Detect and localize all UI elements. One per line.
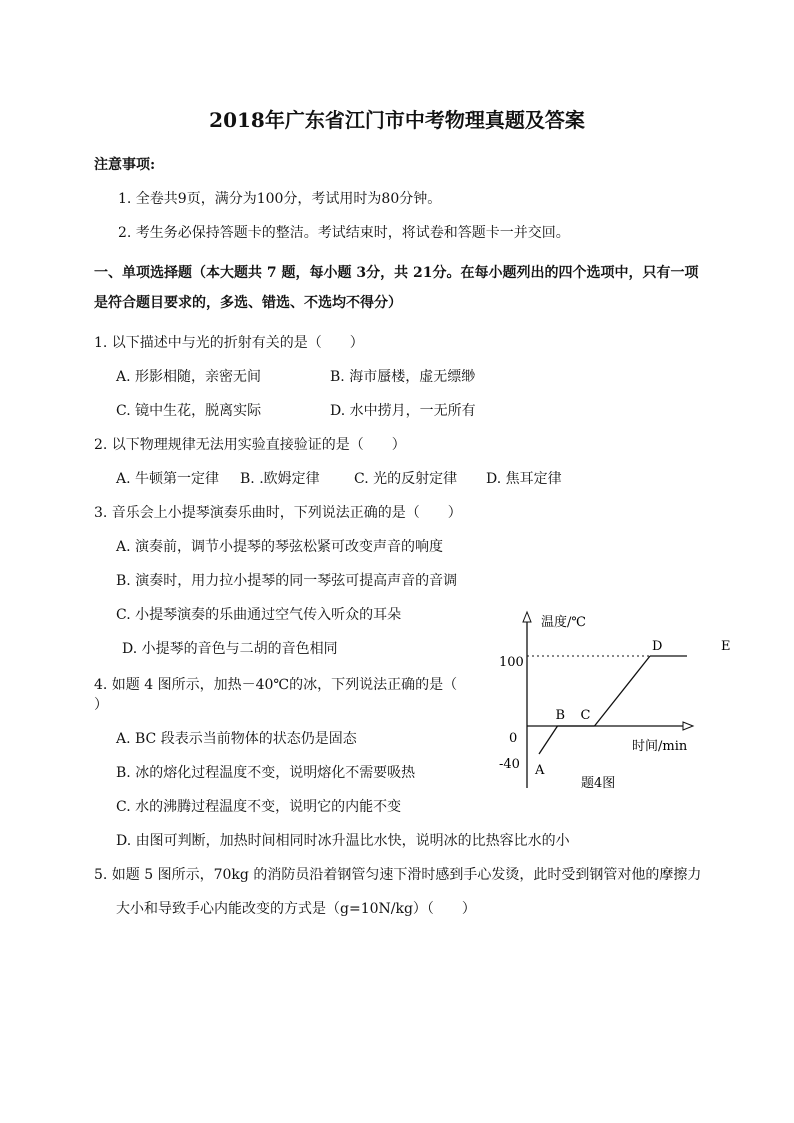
question-2-option-a: A. 牛顿第一定律 [116, 471, 220, 487]
figure-4-graph [495, 608, 731, 798]
question-5-stem-line1: 5. 如题 5 图所示，70kg 的消防员沿着钢管匀速下滑时感到手心发烫，此时受到钢管对他的摩擦力 [94, 867, 702, 883]
question-1-option-a: A. 形影相随，亲密无间 [116, 369, 262, 385]
question-3-option-b: B. 演奏时，用力拉小提琴的同一琴弦可提高声音的音调 [116, 573, 458, 589]
point-label-a: A [535, 763, 545, 778]
notice-item-1: 1. 全卷共9页，满分为100分，考试用时为80分钟。 [118, 191, 442, 207]
question-4-option-d: D. 由图可判断，加热时间相同时冰升温比水快，说明冰的比热容比水的小 [116, 833, 570, 849]
question-2-option-c: C. 光的反射定律 [354, 471, 458, 487]
question-2-stem: 2. 以下物理规律无法用实验直接验证的是（ ） [94, 437, 406, 453]
y-tick-0: 0 [509, 731, 518, 746]
question-3-stem: 3. 音乐会上小提琴演奏乐曲时，下列说法正确的是（ ） [94, 505, 462, 521]
question-2-option-b: B. .欧姆定律 [240, 471, 320, 487]
question-4-option-c: C. 水的沸腾过程温度不变，说明它的内能不变 [116, 799, 402, 815]
question-1-stem: 1. 以下描述中与光的折射有关的是（ ） [94, 335, 364, 351]
temperature-time-chart [495, 608, 731, 798]
question-2-option-d: D. 焦耳定律 [486, 471, 562, 487]
segment-CD [595, 656, 651, 726]
point-label-e: E [721, 639, 731, 654]
question-4-stem-line1: 4. 如题 4 图所示，加热－40℃的冰，下列说法正确的是（ [94, 677, 458, 693]
y-tick-100: 100 [499, 655, 524, 670]
section-1-heading-line2: 是符合题目要求的，多选、错选、不选均不得分） [94, 295, 402, 311]
question-3-option-a: A. 演奏前，调节小提琴的琴弦松紧可改变声音的响度 [116, 539, 444, 555]
notice-item-2: 2. 考生务必保持答题卡的整洁。考试结束时，将试卷和答题卡一并交回。 [118, 225, 570, 241]
section-1-heading-line1: 一、单项选择题（本大题共 7 题，每小题 3分，共 21分。在每小题列出的四个选项中，只有一项 [94, 265, 699, 281]
question-4-option-a: A. BC 段表示当前物体的状态仍是固态 [116, 731, 357, 747]
point-label-c: C [580, 708, 591, 723]
question-1-option-c: C. 镜中生花，脱离实际 [116, 403, 262, 419]
notice-heading: 注意事项: [94, 157, 156, 173]
question-3-option-d: D. 小提琴的音色与二胡的音色相同 [122, 641, 338, 657]
figure-caption: 题4图 [581, 776, 616, 791]
question-3-option-c: C. 小提琴演奏的乐曲通过空气传入听众的耳朵 [116, 607, 402, 623]
y-axis-label: 温度/℃ [541, 615, 586, 630]
question-5-stem-line2: 大小和导致手心内能改变的方式是（g=10N/kg）（ ） [116, 901, 476, 917]
point-label-b: B [555, 708, 566, 723]
question-1-option-b: B. 海市蜃楼，虚无缥缈 [330, 369, 476, 385]
y-axis-arrow-icon [523, 612, 531, 622]
y-tick-minus-40: -40 [499, 757, 520, 772]
question-4-stem-line2: ） [94, 697, 108, 713]
segment-AB [539, 726, 558, 754]
question-4-option-b: B. 冰的熔化过程温度不变，说明熔化不需要吸热 [116, 765, 416, 781]
question-1-option-d: D. 水中捞月，一无所有 [330, 403, 476, 419]
x-axis-label: 时间/min [632, 739, 688, 754]
point-label-d: D [652, 639, 663, 654]
page-title: 2018年广东省江门市中考物理真题及答案 [209, 108, 585, 132]
x-axis-arrow-icon [683, 722, 693, 730]
